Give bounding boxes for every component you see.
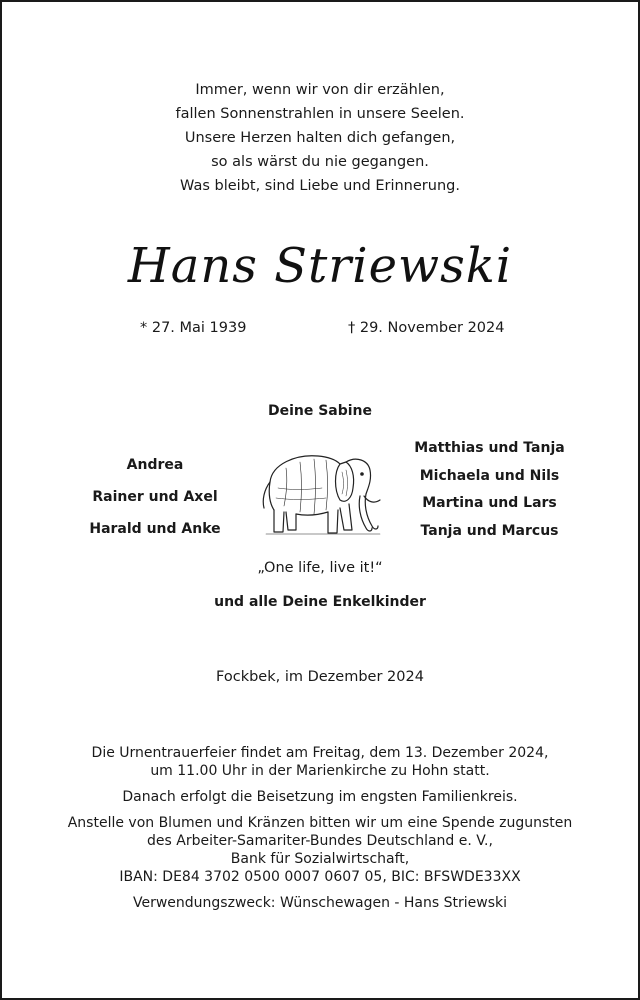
place-date: Fockbek, im Dezember 2024	[216, 669, 424, 685]
grandchildren: und alle Deine Enkelkinder	[214, 594, 426, 610]
poem	[2, 78, 638, 198]
poem-line: Immer, wenn wir von dir erzählen,	[195, 82, 445, 98]
family-member: Martina und Lars	[422, 495, 557, 511]
poem-line: Was bleibt, sind Liebe und Erinnerung.	[180, 178, 460, 194]
family-left	[80, 449, 230, 545]
birth-date: * 27. Mai 1939	[140, 320, 247, 336]
deceased-name: Hans Striewski	[127, 238, 513, 294]
family-member: Matthias und Tanja	[414, 440, 565, 456]
ceremony-line: Die Urnentrauerfeier findet am Freitag, dem 13. Dezember 2024,	[91, 745, 549, 761]
elephant-icon	[256, 442, 386, 538]
death-date: † 29. November 2024	[348, 320, 505, 336]
ceremony-line: um 11.00 Uhr in der Marienkirche zu Hohn statt.	[150, 763, 490, 779]
ceremony-info	[2, 744, 638, 920]
family-member: Harald und Anke	[89, 521, 221, 537]
poem-line: fallen Sonnenstrahlen in unsere Seelen.	[175, 106, 465, 122]
poem-line: so als wärst du nie gegangen.	[211, 154, 429, 170]
donation-line: des Arbeiter-Samariter-Bundes Deutschland e. V.,	[147, 833, 493, 849]
burial-text: Danach erfolgt die Beisetzung im engsten Familienkreis.	[122, 789, 518, 805]
family-member: Michaela und Nils	[419, 467, 560, 484]
family-member: Rainer und Axel	[92, 489, 218, 505]
donation-line: Bank für Sozialwirtschaft,	[230, 851, 410, 867]
motto: „One life, live it!“	[257, 560, 383, 576]
family-right	[407, 435, 572, 545]
family-member: Andrea	[126, 457, 184, 473]
family-member: Tanja und Marcus	[420, 522, 559, 539]
donation-line: IBAN: DE84 3702 0500 0007 0607 05, BIC: BFSWDE33XX	[119, 869, 521, 885]
poem-line: Unsere Herzen halten dich gefangen,	[184, 130, 456, 146]
spouse: Deine Sabine	[267, 403, 373, 419]
reference-text: Verwendungszweck: Wünschewagen - Hans Striewski	[132, 895, 507, 911]
donation-line: Anstelle von Blumen und Kränzen bitten wir um eine Spende zugunsten	[67, 815, 573, 831]
